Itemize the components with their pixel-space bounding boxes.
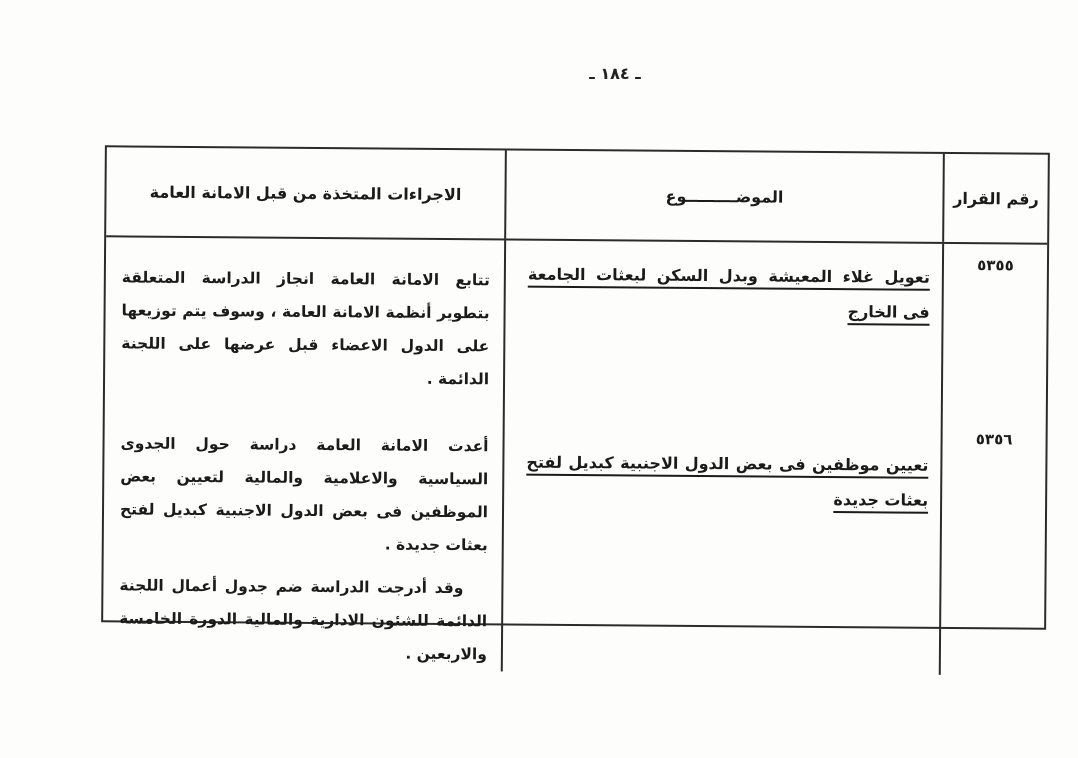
table-body — [103, 237, 1047, 664]
header-decision-number: رقم القرار — [942, 154, 1048, 243]
decision-number: ٥٣٥٦ — [975, 430, 1013, 449]
subject-text: تعويل غلاء المعيشة وبدل السكن لبعثات الجامعة فى الخارج — [527, 264, 930, 322]
subject-column — [501, 240, 942, 674]
action-paragraph: أعدت الامانة العامة دراسة حول الجدوى السياسية والاعلامية والمالية لتعيين بعض الموظفين فى بعض الدول الاجنبية كبديل لفتح بعثات جديدة . — [119, 434, 489, 555]
decisions-table — [101, 145, 1050, 664]
header-subject: الموضـــــــــوع — [504, 150, 943, 241]
actions-column — [103, 237, 504, 671]
decision-number: ٥٣٥٥ — [977, 256, 1014, 275]
table-header-row — [106, 147, 1048, 244]
page-number: ـ ١٨٤ ـ — [589, 64, 641, 83]
action-paragraph: وقد أدرجت الدراسة ضم جدول أعمال اللجنة الدائمة للشئون الادارية والمالية الدورة الخامسة والاربعين . — [119, 576, 488, 664]
action-paragraph: تتابع الامانة العامة انجاز الدراسة المتعلقة بتطوير أنظمة الامانة العامة ، وسوف يتم توزيعها على الدول الاعضاء قبل عرضها على اللجنة الدائمة . — [121, 268, 490, 389]
decision-number-column — [939, 244, 1047, 676]
header-actions: الاجراءات المتخذة من قبل الامانة العامة — [149, 182, 462, 204]
subject-text: تعيين موظفين فى بعض الدول الاجنبية كبديل لفتح بعثات جديدة — [526, 452, 929, 510]
